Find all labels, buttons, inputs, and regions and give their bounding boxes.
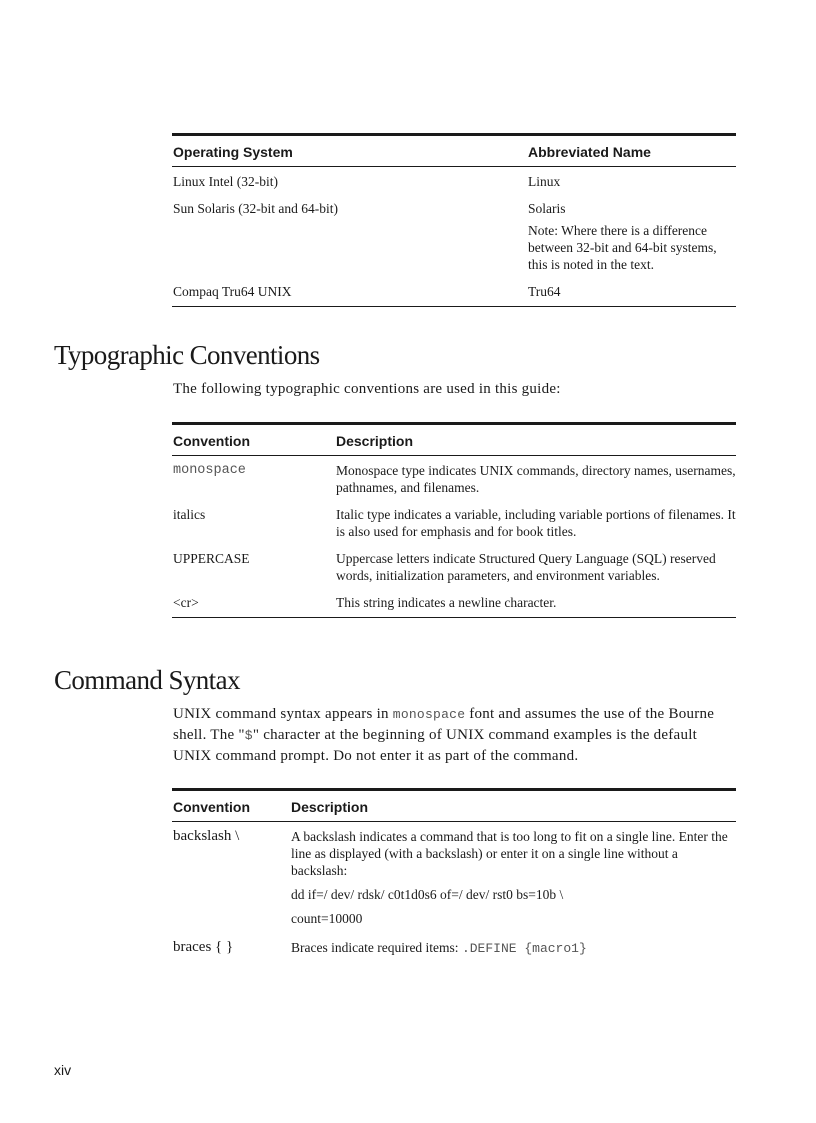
command-syntax-table [172,788,736,962]
intro-monospace-term: monospace [392,707,466,722]
table-cell: <cr> [172,589,335,618]
table-row [172,278,736,307]
intro-text: UNIX command syntax appears in [173,706,393,722]
table-cell: Linux Intel (32-bit) [173,174,278,189]
intro-dollar-symbol: $ [244,728,253,743]
column-header: Description [335,424,736,456]
table-cell: braces { } [173,939,234,955]
table-cell: Monospace type indicates UNIX commands, directory names, usernames, pathnames, and filenames. [336,463,736,495]
table-cell: backslash \ [173,828,240,844]
table-row [172,908,736,932]
table-cell: A backslash indicates a command that is too long to fit on a single line. Enter the line as displayed (with a backslash) or enter it on a single line without a backslash: [291,829,728,878]
table-cell: Solaris [528,201,566,216]
table-cell: Italic type indicates a variable, including variable portions of filenames. It is also used for emphasis and for book titles. [336,507,736,539]
table-note: Note: Where there is a difference between 32-bit and 64-bit systems, this is noted in the text. [528,223,717,272]
column-header: Description [290,790,736,822]
table-cell [172,222,527,278]
table-header-row [172,790,736,822]
braces-description: Braces indicate required items: [291,940,462,955]
column-header: Convention [172,790,290,822]
section-title-command-syntax: Command Syntax [54,665,240,695]
column-header: Convention [172,424,335,456]
table-cell: This string indicates a newline character. [335,589,736,618]
table-row [172,545,736,589]
typographic-intro: The following typographic conventions are used in this guide: [173,381,561,397]
table-cell: Sun Solaris (32-bit and 64-bit) [173,201,338,216]
code-example-line: dd if=/ dev/ rdsk/ c0t1d0s6 of=/ dev/ rst0 bs=10b \ [291,887,564,902]
table-header-row [172,424,736,456]
section-title-typographic: Typographic Conventions [54,340,320,370]
table-cell: UPPERCASE [173,551,250,566]
table-cell [172,908,290,932]
table-row [172,167,736,196]
intro-text: font and assumes the use of the Bourne shell. The " [173,706,715,743]
table-row [172,195,736,222]
table-cell: Uppercase letters indicate Structured Query Language (SQL) reserved words, initialization parameters, and environment variables. [336,551,716,583]
table-row [172,589,736,618]
table-row [172,822,736,885]
table-cell [290,932,736,962]
table-cell: Compaq Tru64 UNIX [172,278,527,307]
table-header-row [172,135,736,167]
table-row [172,884,736,908]
intro-text: " character at the beginning of UNIX command examples is the default UNIX command prompt. Do not enter it as part of the command. [173,727,698,764]
table-row [172,222,736,278]
table-row [172,456,736,502]
table-row [172,501,736,545]
define-macro-code: .DEFINE {macro1} [461,941,587,956]
typographic-table [172,422,736,618]
table-cell: italics [173,507,206,522]
table-cell: Tru64 [527,278,736,307]
table-cell: Linux [528,174,561,189]
column-header: Abbreviated Name [527,135,736,167]
column-header: Operating System [172,135,527,167]
page-number: xiv [54,1062,72,1078]
os-table [172,133,736,307]
table-cell [172,884,290,908]
table-row [172,932,736,962]
command-syntax-intro [173,704,738,766]
code-example-line: count=10000 [291,911,363,926]
table-cell: monospace [173,463,246,478]
